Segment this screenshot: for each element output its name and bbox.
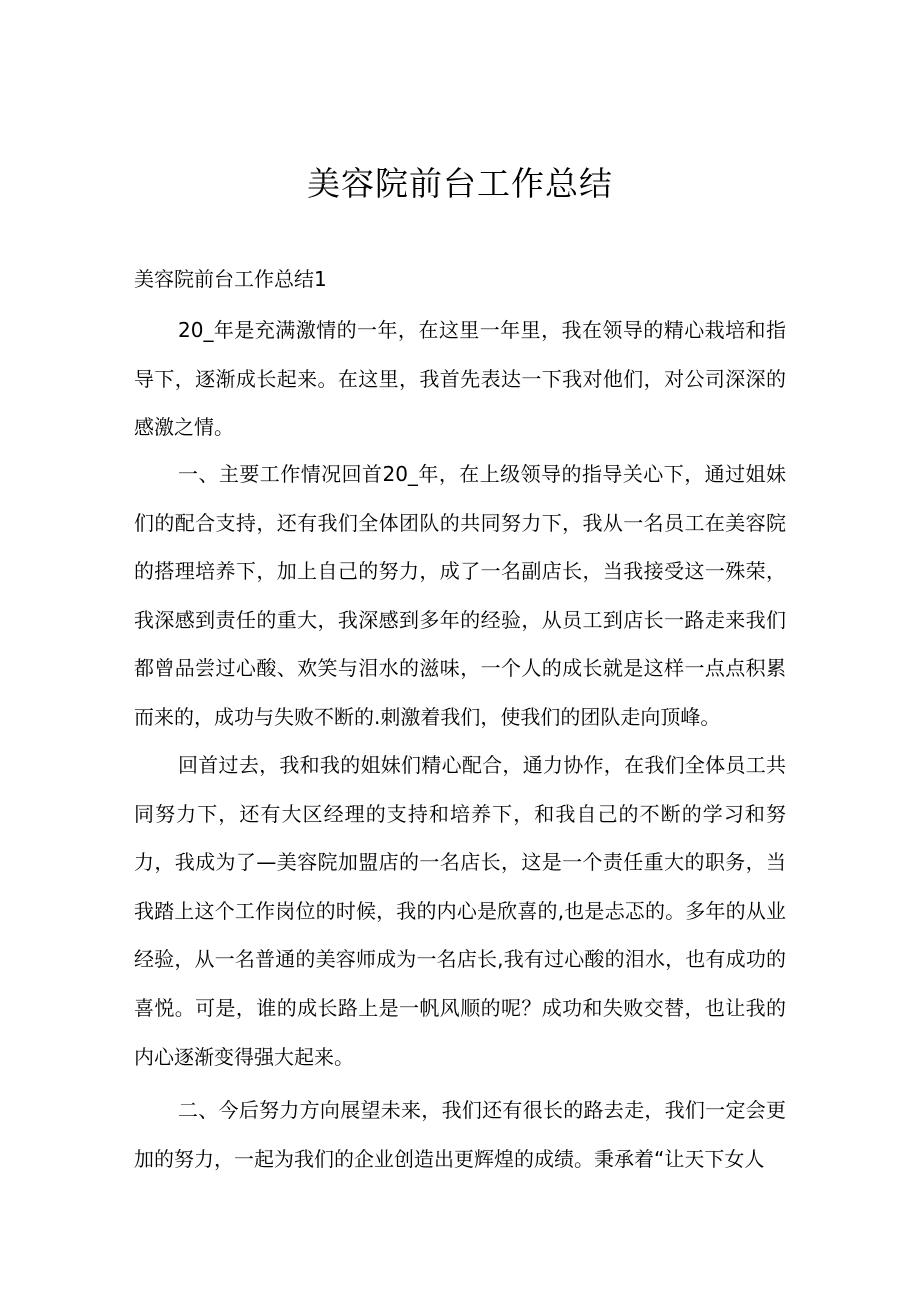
paragraph-work-summary: 一、主要工作情况回首20_年，在上级领导的指导关心下，通过姐妹们的配合支持，还有我们全体团队的共同努力下，我从一名员工在美容院的搭理培养下，加上自己的努力，成了一名副店长，当我接受这一殊荣，我深感到责任的重大，我深感到多年的经验，从员工到店长一路走来我们都曾品尝过心酸、欢笑与泪水的滋味，一个人的成长就是这样一点点积累而来的，成功与失败不断的.刺激着我们，使我们的团队走向顶峰。 [134, 462, 786, 729]
paragraph-intro: 20_年是充满激情的一年，在这里一年里，我在领导的精心栽培和指导下，逐渐成长起来。在这里，我首先表达一下我对他们，对公司深深的感激之情。 [134, 318, 786, 440]
section-heading: 美容院前台工作总结1 [134, 267, 327, 291]
paragraph-future-direction: 二、今后努力方向展望未来，我们还有很长的路去走，我们一定会更加的努力，一起为我们的企业创造出更辉煌的成绩。秉承着“让天下女人 [134, 1098, 786, 1171]
document-title: 美容院前台工作总结 [307, 164, 613, 203]
paragraph-review: 回首过去，我和我的姐妹们精心配合，通力协作，在我们全体员工共同努力下，还有大区经理的支持和培养下，和我自己的不断的学习和努力，我成为了—美容院加盟店的一名店长，这是一个责任重大的职务，当我踏上这个工作岗位的时候，我的内心是欣喜的,也是忐忑的。多年的从业经验，从一名普通的美容师成为一名店长,我有过心酸的泪水，也有成功的喜悦。可是，谁的成长路上是一帆风顺的呢？成功和失败交替，也让我的内心逐渐变得强大起来。 [134, 753, 786, 1069]
